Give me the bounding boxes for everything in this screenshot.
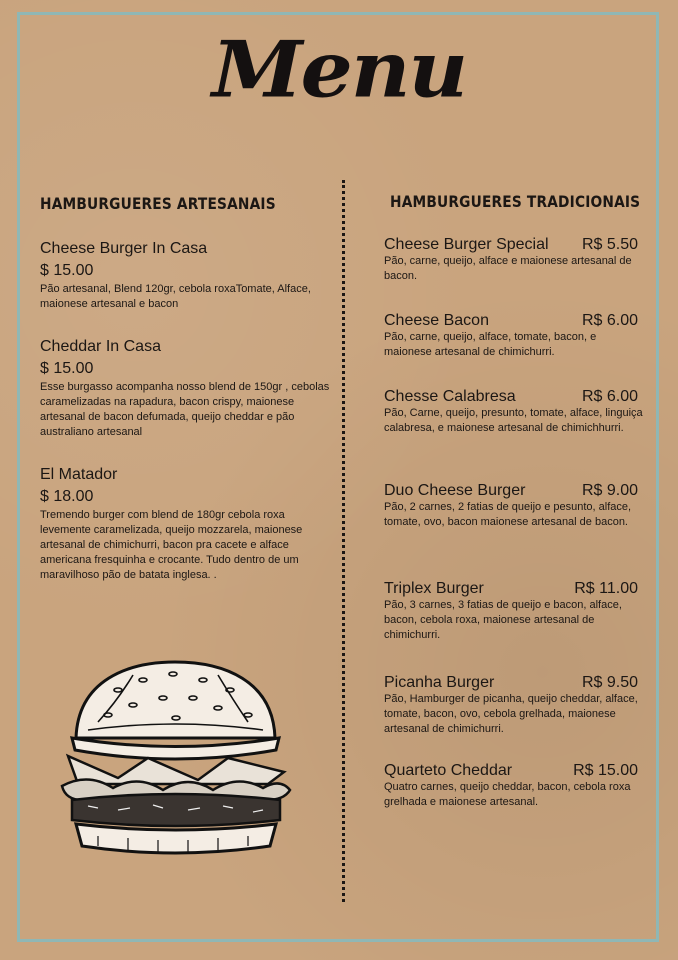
menu-item bbox=[40, 466, 335, 583]
item-name: Chesse Calabresa bbox=[384, 388, 516, 405]
item-description: Tremendo burger com blend de 180gr cebola roxa levemente caramelizada, queijo mozzarela, maionese artesanal de chimichurri, bacon pra cacete e alface americana fresquinha e crocante. Tudo dentro de um maravilhoso pão de batata inglesa. . bbox=[40, 509, 303, 581]
burger-illustration bbox=[58, 660, 293, 860]
menu-item bbox=[384, 762, 646, 810]
item-price: R$ 9.00 bbox=[581, 482, 638, 499]
item-name: El Matador bbox=[40, 466, 118, 483]
menu-item bbox=[384, 580, 646, 643]
item-price: R$ 15.00 bbox=[573, 762, 638, 779]
item-name: Cheese Burger Special bbox=[384, 236, 549, 253]
item-price: $ 18.00 bbox=[40, 488, 94, 505]
item-name: Cheese Burger In Casa bbox=[40, 240, 208, 257]
item-name: Triplex Burger bbox=[384, 580, 484, 597]
menu-item bbox=[384, 388, 646, 436]
item-price: R$ 9.50 bbox=[581, 674, 638, 691]
item-description: Pão, Hamburger de picanha, queijo cheddar, alface, tomate, bacon, ovo, cebola grelhada, maionese artesanal de chimichurri. bbox=[384, 693, 638, 735]
artisanal-column bbox=[40, 192, 330, 581]
traditional-column bbox=[384, 192, 644, 808]
item-price: R$ 11.00 bbox=[574, 580, 638, 597]
item-name: Picanha Burger bbox=[384, 674, 495, 691]
section-title-artisanal: HAMBURGUERES ARTESANAIS bbox=[40, 194, 276, 213]
item-price: $ 15.00 bbox=[40, 262, 94, 279]
menu-item bbox=[40, 338, 335, 440]
item-price: R$ 6.00 bbox=[581, 312, 638, 329]
item-description: Pão, Carne, queijo, presunto, tomate, alface, linguiça calabresa, e maionese artesanal de chimichhurri. bbox=[384, 407, 643, 434]
column-divider bbox=[342, 180, 345, 902]
section-title-traditional: HAMBURGUERES TRADICIONAIS bbox=[390, 192, 641, 211]
item-name: Cheddar In Casa bbox=[40, 338, 161, 355]
item-description: Quatro carnes, queijo cheddar, bacon, cebola roxa grelhada e maionese artesanal. bbox=[384, 781, 631, 808]
menu-item bbox=[384, 236, 646, 284]
item-description: Esse burgasso acompanha nosso blend de 150gr , cebolas caramelizadas na rapadura, bacon crispy, maionese artesanal de bacon defumada, queijo cheddar e pão australiano artesanal bbox=[40, 381, 330, 438]
menu-title: Menu bbox=[211, 24, 467, 116]
item-price: $ 15.00 bbox=[40, 360, 94, 377]
item-price: R$ 5.50 bbox=[581, 236, 638, 253]
menu-item bbox=[40, 240, 335, 312]
menu-item bbox=[384, 482, 646, 530]
menu-item bbox=[384, 312, 646, 360]
item-name: Quarteto Cheddar bbox=[384, 762, 513, 779]
item-description: Pão artesanal, Blend 120gr, cebola roxaTomate, Alface, maionese artesanal e bacon bbox=[40, 283, 311, 310]
item-name: Cheese Bacon bbox=[384, 312, 489, 329]
item-price: R$ 6.00 bbox=[581, 388, 638, 405]
item-description: Pão, carne, queijo, alface e maionese artesanal de bacon. bbox=[384, 255, 632, 282]
item-name: Duo Cheese Burger bbox=[384, 482, 526, 499]
item-description: Pão, carne, queijo, alface, tomate, bacon, e maionese artesanal de chimichurri. bbox=[384, 331, 597, 358]
menu-item bbox=[384, 674, 646, 737]
item-description: Pão, 2 carnes, 2 fatias de queijo e pesunto, alface, tomate, ovo, bacon maionese artesanal de bacon. bbox=[384, 501, 632, 528]
item-description: Pão, 3 carnes, 3 fatias de queijo e bacon, alface, bacon, cebola roxa, maionese artesanal de chimichurri. bbox=[384, 599, 622, 641]
